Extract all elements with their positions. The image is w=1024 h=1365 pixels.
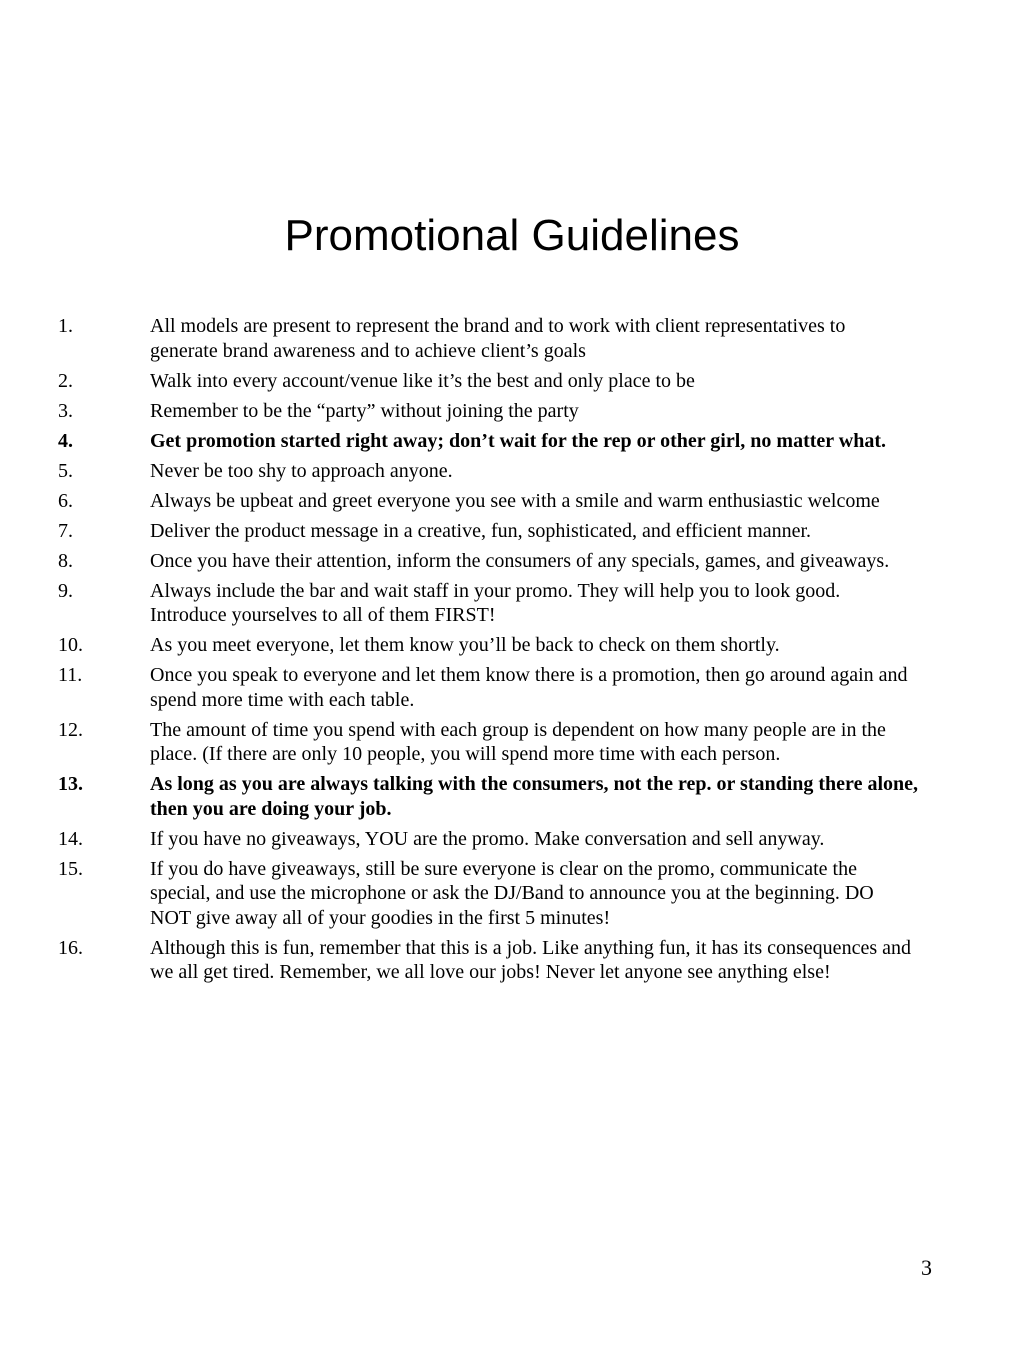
item-text: Although this is fun, remember that this is a job. Like anything fun, it has its consequences and we all get tired. Remember, we all love our jobs! Never let anyone see anything else! — [150, 936, 911, 983]
item-number: 15. — [58, 857, 83, 880]
item-number: 6. — [58, 489, 73, 512]
item-text: If you do have giveaways, still be sure everyone is clear on the promo, communicate the special, and use the microphone or ask the DJ/Band to announce you at the beginning. DO NOT give away all of your goodies in the first 5 minutes! — [150, 857, 874, 929]
item-number: 16. — [58, 936, 83, 959]
list-item — [58, 772, 918, 821]
page-title: Promotional Guidelines — [284, 211, 740, 260]
item-text: Once you have their attention, inform the consumers of any specials, games, and giveaways. — [150, 549, 890, 572]
item-number: 2. — [58, 369, 73, 392]
item-number: 5. — [58, 459, 73, 482]
list-item — [58, 369, 918, 394]
item-text: Once you speak to everyone and let them know there is a promotion, then go around again and spend more time with each table. — [150, 664, 908, 711]
list-item — [58, 718, 918, 767]
item-text: Get promotion started right away; don’t wait for the rep or other girl, no matter what. — [150, 429, 887, 452]
item-number: 3. — [58, 399, 73, 422]
list-item — [58, 549, 918, 574]
list-item — [58, 633, 918, 658]
list-item — [58, 579, 918, 628]
item-text: Walk into every account/venue like it’s the best and only place to be — [150, 369, 695, 392]
item-number: 10. — [58, 634, 83, 656]
list-item — [58, 489, 918, 514]
item-text: Never be too shy to approach anyone. — [150, 459, 453, 482]
item-text: All models are present to represent the brand and to work with client representatives to generate brand awareness and to achieve client’s goals — [150, 315, 846, 362]
item-number: 7. — [58, 519, 73, 542]
item-text: Remember to be the “party” without joining the party — [150, 399, 579, 422]
list-item — [58, 459, 918, 484]
item-number: 1. — [58, 315, 73, 337]
item-text: Deliver the product message in a creative, fun, sophisticated, and efficient manner. — [150, 519, 812, 542]
list-item — [58, 663, 918, 712]
list-item — [58, 399, 918, 424]
page-number: 3 — [921, 1255, 932, 1280]
list-item — [58, 827, 918, 852]
item-text: As long as you are always talking with the consumers, not the rep. or standing there alone, then you are doing your job. — [150, 773, 919, 820]
list-item — [58, 936, 918, 985]
list-item — [58, 314, 918, 363]
item-text: If you have no giveaways, YOU are the promo. Make conversation and sell anyway. — [150, 827, 825, 850]
item-text: Always be upbeat and greet everyone you see with a smile and warm enthusiastic welcome — [150, 489, 880, 512]
item-text: The amount of time you spend with each group is dependent on how many people are in the place. (If there are only 10 people, you will spend more time with each person. — [150, 718, 886, 765]
item-text: Always include the bar and wait staff in your promo. They will help you to look good. Introduce yourselves to all of them FIRST! — [150, 579, 841, 626]
item-number: 14. — [58, 827, 83, 850]
list-item — [58, 519, 918, 544]
item-number: 4. — [58, 429, 73, 452]
item-number: 12. — [58, 718, 83, 741]
item-number: 11. — [58, 664, 83, 686]
item-text: As you meet everyone, let them know you’ll be back to check on them shortly. — [150, 634, 780, 656]
list-item — [58, 429, 918, 454]
item-number: 9. — [58, 579, 73, 602]
list-item — [58, 857, 918, 931]
item-number: 13. — [58, 773, 83, 795]
item-number: 8. — [58, 549, 73, 572]
guidelines-list — [58, 314, 918, 990]
